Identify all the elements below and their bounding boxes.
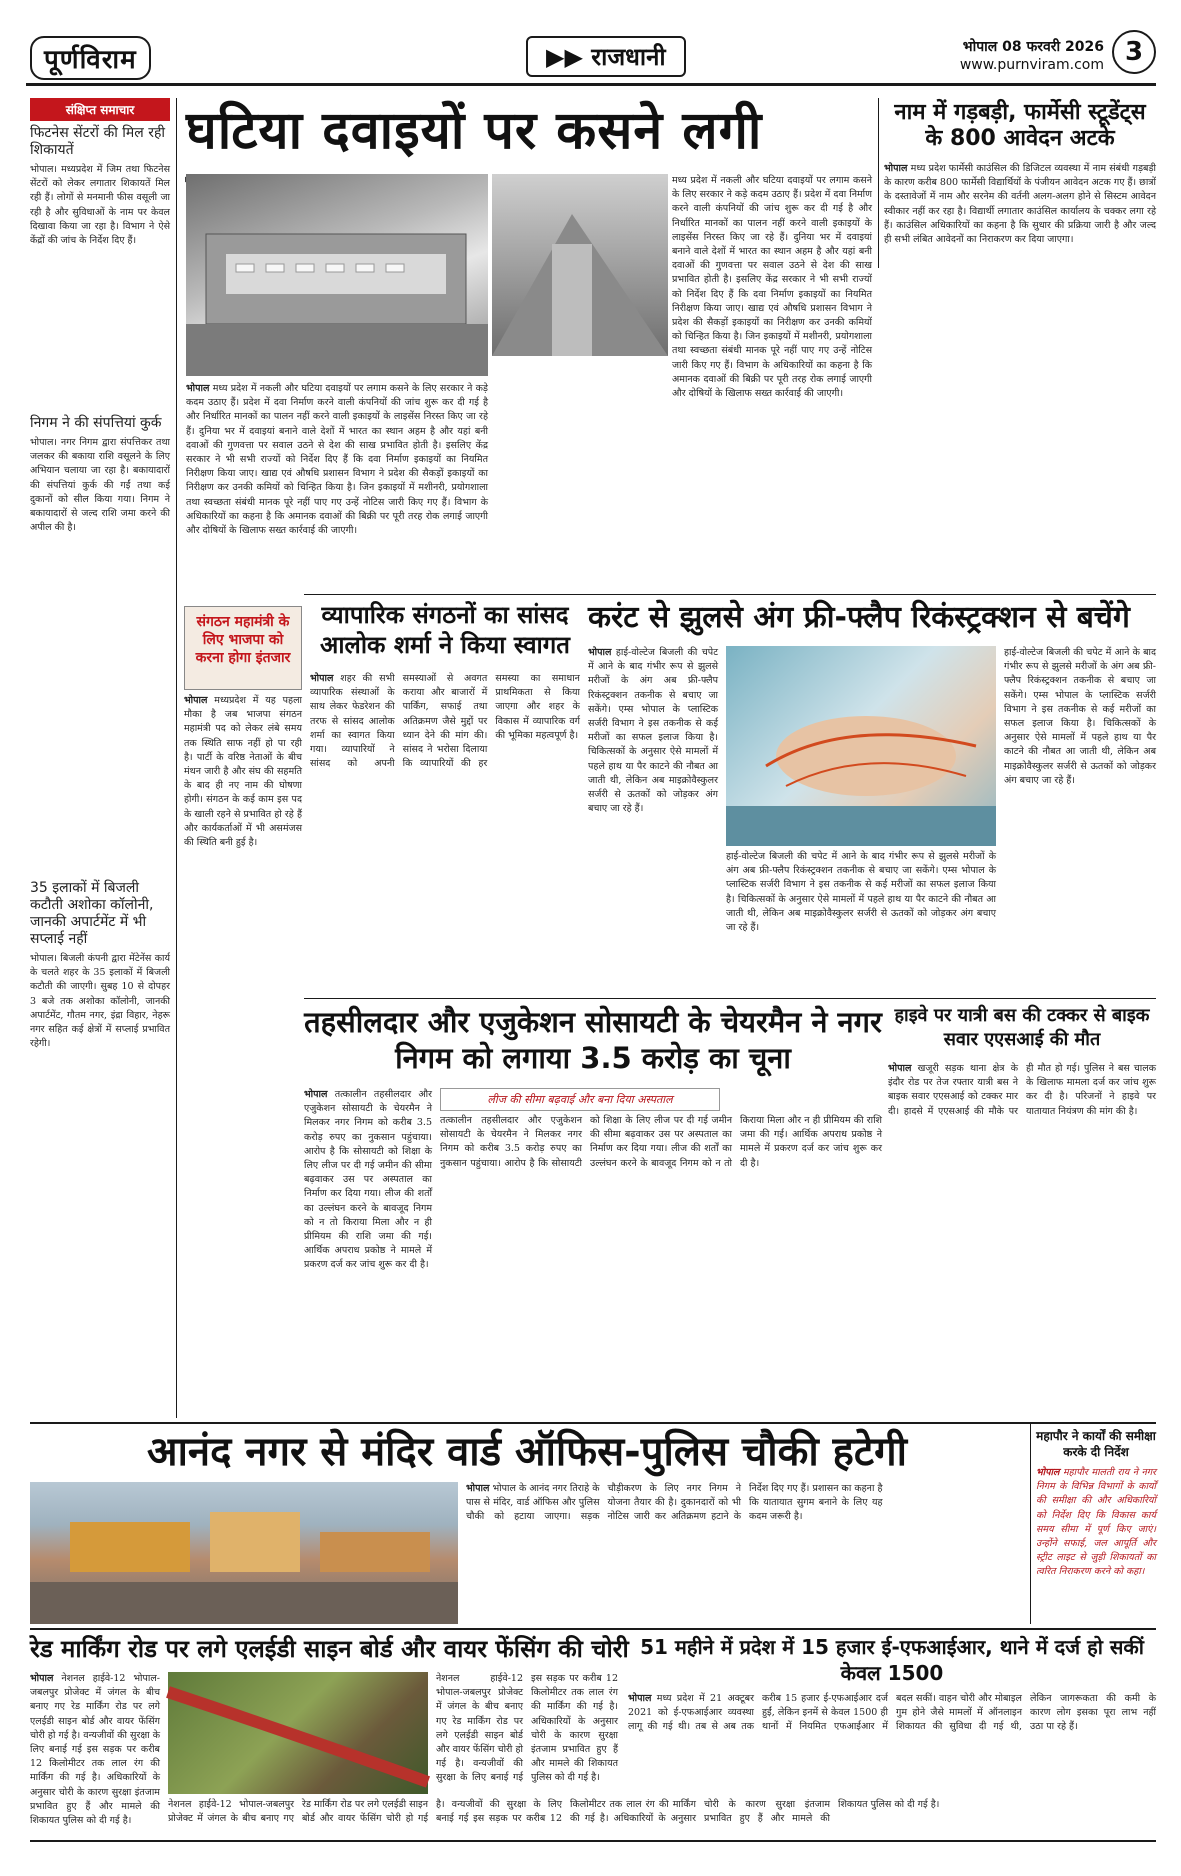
burned-hand-photo — [726, 646, 996, 846]
sangathan-body: मध्यप्रदेश में यह पहला मौका है जब भाजपा संगठन महामंत्री पद को लेकर लंबे समय तक स्थिति साफ नहीं हो पा रही है। पार्टी के वरिष्ठ नेताओं के बीच मंथन जारी है और संघ की सहमति के बाद ही नए नाम की घोषणा होगी। संगठन के कई काम इस पद के खाली रहने से प्रभावित हो रहे हैं और कार्यकर्ताओं में भी असमंजस की स्थिति बनी हुई है। — [184, 695, 302, 849]
tehsildar-article — [304, 1004, 882, 1416]
dateline-label: भोपाल — [466, 1483, 490, 1494]
brief-text: भोपाल। बिजली कंपनी द्वारा मेंटेनेंस कार्य के चलते शहर के 35 इलाकों में बिजली कटौती की जाएगी। सुबह 10 से दोपहर 3 बजे तक अशोका कॉलोनी, जानकी अपार्टमेंट, गौतम नगर, इंद्रा विहार, नेहरू नगर सहित कई क्षेत्रों में सप्लाई प्रभावित रहेगी। — [30, 953, 170, 1050]
vyapari-headline: व्यापारिक संगठनों का सांसद आलोक शर्मा ने किया स्वागत — [320, 601, 570, 659]
tehsildar-text-left — [304, 1088, 432, 1410]
brief-headline: 35 इलाकों में बिजली कटौती अशोका कॉलोनी, जानकी अपार्टमेंट में भी सप्लाई नहीं — [30, 880, 154, 947]
tehsildar-text-right — [440, 1114, 882, 1410]
lead-body: मध्य प्रदेश में नकली और घटिया दवाइयों पर लगाम कसने के लिए सरकार ने कड़े कदम उठाए हैं। प्रदेश में दवा निर्माण करने वाली कंपनियों की जांच शुरू कर दी गई है और निर्धारित मानकों का पालन नहीं करने वाली इकाइयों के लाइसेंस निरस्त किए जा रहे हैं। दुनिया भर में दवाइयां बनाने वाले देशों में भारत का स्थान अहम है और यहां बनी दवाओं की गुणवत्ता पर सवाल उठने से देश की साख प्रभावित होती है। इसलिए केंद्र सरकार ने भी सभी राज्यों को निर्देश दिए हैं कि दवा निर्माण इकाइयों का नियमित निरीक्षण किया जाए। खाद्य एवं औषधि प्रशासन विभाग ने प्रदेश की सैकड़ों इकाइयों का निरीक्षण कर उनकी कमियों को चिन्हित किया है। जिन इकाइयों में मशीनरी, प्रयोगशाला तथा स्वच्छता संबंधी मानक पूरे नहीं पाए गए उन्हें नोटिस जारी किए गए हैं। विभाग के अधिकारियों का कहना है कि अमानक दवाओं की बिक्री पर पूरी तरह रोक लगाई जाएगी और दोषियों के खिलाफ सख्त कार्रवाई की जाएगी। — [186, 383, 488, 537]
factory-photo — [492, 174, 668, 356]
tehsildar-body-continued: तत्कालीन तहसीलदार और एजुकेशन सोसायटी के चेयरमैन ने मिलकर नगर निगम को करीब 3.5 करोड़ रुपए का नुकसान पहुंचाया। आरोप है कि सोसायटी को शिक्षा के लिए लीज पर दी गई जमीन की सीमा बढ़वाकर उस पर अस्पताल का निर्माण कर दिया गया। लीज की शर्तों का उल्लंघन करने के बावजूद निगम को न तो किराया मिला और न ही प्रीमियम की राशि जमा की गई। आर्थिक अपराध प्रकोष्ठ ने मामले में प्रकरण दर्ज कर जांच शुरू कर दी है। — [440, 1115, 882, 1169]
tehsildar-body: तत्कालीन तहसीलदार और एजुकेशन सोसायटी के चेयरमैन ने मिलकर नगर निगम को करीब 3.5 करोड़ रुपए का नुकसान पहुंचाया। आरोप है कि सोसायटी को शिक्षा के लिए लीज पर दी गई जमीन की सीमा बढ़वाकर उस पर अस्पताल का निर्माण कर दिया गया। लीज की शर्तों का उल्लंघन करने के बावजूद निगम को न तो किराया मिला और न ही प्रीमियम की राशि जमा की गई। आर्थिक अपराध प्रकोष्ठ ने मामले में प्रकरण दर्ज कर जांच शुरू कर दी है। — [304, 1089, 432, 1271]
anand-article — [30, 1428, 1024, 1624]
anand-headline: आनंद नगर से मंदिर वार्ड ऑफिस-पुलिस चौकी हटेगी — [147, 1429, 907, 1475]
highway-text — [888, 1062, 1156, 1402]
sangathan-text — [184, 694, 302, 994]
efir-body: मध्य प्रदेश में 21 अक्टूबर 2021 को ई-एफआईआर व्यवस्था लागू की गई थी। तब से अब तक करीब 15 हजार ई-एफआईआर दर्ज हुईं, लेकिन इनमें से केवल 1500 ही थानों में नियमित एफआईआर में बदल सकीं। वाहन चोरी और मोबाइल गुम होने जैसे मामलों में ऑनलाइन शिकायत की सुविधा दी गई थी, लेकिन जागरूकता की कमी के कारण लोग इसका पूरा लाभ नहीं उठा पा रहे हैं। — [628, 1693, 1156, 1733]
divider — [30, 1422, 1156, 1424]
current-article — [588, 600, 1156, 994]
divider — [30, 1628, 1156, 1630]
dateline-label: भोपाल — [628, 1693, 652, 1704]
brief-headline: निगम ने की संपत्तियां कुर्क — [30, 415, 162, 431]
sangathan-box-headline: संगठन महामंत्री के लिए भाजपा को करना होगा इंतजार — [184, 606, 302, 690]
efir-headline: 51 महीने में प्रदेश में 15 हजार ई-एफआईआर, थाने में दर्ज हो सकीं केवल 1500 — [640, 1635, 1144, 1685]
pharmacy-article — [884, 100, 1156, 590]
mahapaur-text — [1036, 1466, 1156, 1616]
redmark-text-mid — [168, 1798, 940, 1838]
dateline-block — [960, 38, 1104, 74]
vyapari-text — [310, 672, 580, 962]
redmark-text-left — [30, 1672, 160, 1838]
highway-headline: हाइवे पर यात्री बस की टक्कर से बाइक सवार एएसआई की मौत — [894, 1005, 1150, 1050]
lead-headline: घटिया दवाइयों पर कसने लगी — [186, 101, 763, 161]
pharmacy-text — [884, 162, 1156, 582]
pill-machine-photo — [186, 174, 488, 376]
brand-logo: पूर्णविराम — [30, 36, 151, 80]
issue-date: भोपाल 08 फरवरी 2026 — [962, 39, 1104, 55]
brief-headline: फिटनेस सेंटरों की मिल रही शिकायतें — [30, 125, 166, 158]
tehsildar-headline: तहसीलदार और एजुकेशन सोसायटी के चेयरमैन ने नगर निगम को लगाया 3.5 करोड़ का चूना — [304, 1005, 882, 1075]
section-arrow-icon: ▶▶ — [546, 43, 583, 71]
divider — [304, 998, 1156, 999]
current-text-left — [588, 646, 718, 986]
dateline-label: भोपाल — [888, 1063, 912, 1074]
redmark-body-right: नेशनल हाईवे-12 भोपाल-जबलपुर प्रोजेक्ट में जंगल के बीच बनाए गए रेड मार्किंग रोड पर लगे एलईडी साइन बोर्ड और वायर फेंसिंग चोरी हो गई है। वन्यजीवों की सुरक्षा के लिए बनाई गई इस सड़क पर करीब 12 किलोमीटर तक लाल रंग की मार्किंग की गई है। अधिकारियों के अनुसार चोरी के कारण सुरक्षा इंतजाम प्रभावित हुए हैं और मामले की शिकायत पुलिस को दी गई है। — [436, 1673, 618, 1784]
dateline-label: भोपाल — [1036, 1467, 1060, 1478]
current-body-right: हाई-वोल्टेज बिजली की चपेट में आने के बाद गंभीर रूप से झुलसे मरीजों के अंग अब फ्री-फ्लैप रिकंस्ट्रक्शन तकनीक से बचाए जा सकेंगे। एम्स भोपाल के प्लास्टिक सर्जरी विभाग ने इस तकनीक से कई मरीजों का सफल इलाज किया है। चिकित्सकों के अनुसार ऐसे मामलों में पहले हाथ या पैर काटने की नौबत आ जाती थी, लेकिन अब माइक्रोवैस्कुलर सर्जरी से ऊतकों को जोड़कर अंग बचाए जा रहे हैं। — [1004, 647, 1156, 786]
section-name: राजधानी — [591, 43, 666, 71]
photo-art — [30, 1482, 458, 1624]
redmark-text-right — [436, 1672, 618, 1838]
current-body-continued: हाई-वोल्टेज बिजली की चपेट में आने के बाद गंभीर रूप से झुलसे मरीजों के अंग अब फ्री-फ्लैप रिकंस्ट्रक्शन तकनीक से बचाए जा सकेंगे। एम्स भोपाल के प्लास्टिक सर्जरी विभाग ने इस तकनीक से कई मरीजों का सफल इलाज किया है। चिकित्सकों के अनुसार ऐसे मामलों में पहले हाथ या पैर काटने की नौबत आ जाती थी, लेकिन अब माइक्रोवैस्कुलर सर्जरी से ऊतकों को जोड़कर अंग बचाए जा रहे हैं। — [726, 851, 996, 934]
dateline-label: भोपाल — [588, 647, 612, 658]
mahapaur-body: महापौर मालती राय ने नगर निगम के विभिन्न विभागों के कार्यों की समीक्षा की और अधिकारियों को निर्देश दिए कि विकास कार्य समय सीमा में पूर्ण किए जाएं। उन्होंने सफाई, जल आपूर्ति और स्ट्रीट लाइट से जुड़ी शिकायतों का त्वरित निराकरण करने को कहा। — [1036, 1467, 1156, 1578]
brief-text: भोपाल। नगर निगम द्वारा संपत्तिकर तथा जलकर की बकाया राशि वसूलने के लिए अभियान चलाया जा रहा है। बकायादारों की संपत्तियां कुर्क की गईं तथा कई दुकानों को सील किया गया। निगम ने बकायादारों से जल्द राशि जमा करने की अपील की है। — [30, 437, 170, 534]
photo-art — [186, 174, 488, 376]
photo-art — [168, 1672, 428, 1794]
mahapaur-headline: महापौर ने कार्यों की समीक्षा करके दी निर्देश — [1036, 1429, 1156, 1459]
vyapari-article — [310, 600, 580, 994]
divider — [176, 98, 177, 1418]
mahapaur-article — [1036, 1428, 1156, 1624]
efir-article — [628, 1634, 1156, 1840]
highway-article — [888, 1004, 1156, 1416]
current-headline: करंट से झुलसे अंग फ्री-फ्लैप रिकंस्ट्रक्शन से बचेंगे — [588, 600, 1130, 635]
dateline-label: भोपाल — [184, 695, 208, 706]
divider — [1030, 1424, 1031, 1624]
masthead — [26, 26, 1156, 86]
dateline-label: भोपाल — [884, 163, 908, 174]
brief-text: भोपाल। मध्यप्रदेश में जिम तथा फिटनेस सेंटरों को लेकर लगातार शिकायतें मिल रही हैं। लोगों से मनमानी फीस वसूली जा रही है और सुविधाओं के नाम पर केवल दिखावा किया जा रहा है। विभाग ने ऐसे केंद्रों की जांच के निर्देश दिए हैं। — [30, 164, 170, 247]
current-text-right — [1004, 646, 1156, 988]
dateline-label: भोपाल — [186, 383, 210, 394]
section-label — [526, 36, 686, 77]
sidebar-briefs — [30, 98, 170, 1372]
tehsildar-subhead: लीज की सीमा बढ़वाई और बना दिया अस्पताल — [440, 1088, 720, 1111]
redmark-body: नेशनल हाईवे-12 भोपाल-जबलपुर प्रोजेक्ट में जंगल के बीच बनाए गए रेड मार्किंग रोड पर लगे एलईडी साइन बोर्ड और वायर फेंसिंग चोरी हो गई है। वन्यजीवों की सुरक्षा के लिए बनाई गई इस सड़क पर करीब 12 किलोमीटर तक लाल रंग की मार्किंग की गई है। अधिकारियों के अनुसार चोरी के कारण सुरक्षा इंतजाम प्रभावित हुए हैं और मामले की शिकायत पुलिस को दी गई है। — [30, 1673, 160, 1827]
dateline-label: भोपाल — [304, 1089, 328, 1100]
highway-body: खजूरी सड़क थाना क्षेत्र के इंदौर रोड पर तेज रफ्तार यात्री बस ने बाइक सवार एएसआई को टक्कर मार दी। हादसे में एएसआई की मौके पर ही मौत हो गई। पुलिस ने बस चालक के खिलाफ मामला दर्ज कर जांच शुरू कर दी है। परिजनों ने हाइवे पर यातायात नियंत्रण की मांग की है। — [888, 1063, 1156, 1117]
current-text-mid — [726, 850, 996, 988]
lead-article — [186, 100, 872, 588]
current-body: हाई-वोल्टेज बिजली की चपेट में आने के बाद गंभीर रूप से झुलसे मरीजों के अंग अब फ्री-फ्लैप रिकंस्ट्रक्शन तकनीक से बचाए जा सकेंगे। एम्स भोपाल के प्लास्टिक सर्जरी विभाग ने इस तकनीक से कई मरीजों का सफल इलाज किया है। चिकित्सकों के अनुसार ऐसे मामलों में पहले हाथ या पैर काटने की नौबत आ जाती थी, लेकिन अब माइक्रोवैस्कुलर सर्जरी से ऊतकों को जोड़कर अंग बचाए जा रहे हैं। — [588, 647, 718, 815]
page-number: 3 — [1112, 30, 1156, 74]
vyapari-body: शहर की सभी व्यापारिक संस्थाओं के साथ लेकर फेडरेशन की तरफ से सांसद आलोक शर्मा का स्वागत किया गया। व्यापारियों ने सांसद को अपनी समस्याओं से अवगत कराया और बाजारों में पार्किंग, सफाई तथा अतिक्रमण जैसे मुद्दों पर ध्यान देने की मांग की। सांसद ने भरोसा दिलाया कि व्यापारियों की हर समस्या का समाधान प्राथमिकता से किया जाएगा और शहर के विकास में व्यापारिक वर्ग की भूमिका महत्वपूर्ण है। — [310, 673, 580, 770]
anand-nagar-photo — [30, 1482, 458, 1624]
redmark-body-mid: नेशनल हाईवे-12 भोपाल-जबलपुर प्रोजेक्ट में जंगल के बीच बनाए गए रेड मार्किंग रोड पर लगे एलईडी साइन बोर्ड और वायर फेंसिंग चोरी हो गई है। वन्यजीवों की सुरक्षा के लिए बनाई गई इस सड़क पर करीब 12 किलोमीटर तक लाल रंग की मार्किंग की गई है। अधिकारियों के अनुसार चोरी के कारण सुरक्षा इंतजाम प्रभावित हुए हैं और मामले की शिकायत पुलिस को दी गई है। — [168, 1799, 940, 1825]
anand-body: भोपाल के आनंद नगर तिराहे के पास से मंदिर, वार्ड ऑफिस और पुलिस चौकी को हटाया जाएगा। सड़क चौड़ीकरण के लिए नगर निगम ने योजना तैयार की है। दुकानदारों को भी नोटिस जारी कर अतिक्रमण हटाने के निर्देश दिए गए हैं। प्रशासन का कहना है कि यातायात सुगम बनाने के लिए यह कदम जरूरी है। — [466, 1483, 883, 1523]
dateline-label: भोपाल — [30, 1673, 54, 1684]
divider — [30, 1840, 1156, 1842]
photo-art — [726, 646, 996, 846]
sidebar-tag: संक्षिप्त समाचार — [30, 98, 170, 121]
dateline-label: भोपाल — [310, 673, 334, 684]
pharmacy-headline: नाम में गड़बड़ी, फार्मेसी स्टूडेंट्स के 800 आवेदन अटके — [894, 100, 1146, 151]
divider — [878, 98, 879, 268]
lead-dateline — [186, 382, 488, 582]
lead-body-col — [672, 174, 872, 582]
pharmacy-body: मध्य प्रदेश फार्मेसी काउंसिल की डिजिटल व्यवस्था में नाम संबंधी गड़बड़ी के कारण करीब 800 फार्मेसी विद्यार्थियों के पंजीयन आवेदन अटक गए हैं। छात्रों के दस्तावेजों में नाम और सरनेम की वर्तनी अलग-अलग होने से सिस्टम आवेदन स्वीकार नहीं कर रहा है। विद्यार्थी लगातार काउंसिल कार्यालय के चक्कर लगा रहे हैं। काउंसिल अधिकारियों का कहना है कि सुधार की प्रक्रिया जारी है और जल्द ही सभी लंबित आवेदनों का निराकरण कर दिया जाएगा। — [884, 163, 1156, 246]
site-url: www.purnviram.com — [959, 57, 1104, 73]
redmark-headline: रेड मार्किंग रोड पर लगे एलईडी साइन बोर्ड और वायर फेंसिंग की चोरी — [30, 1635, 629, 1663]
red-road-aerial-photo — [168, 1672, 428, 1794]
photo-art — [492, 174, 668, 356]
lead-body-continued: मध्य प्रदेश में नकली और घटिया दवाइयों पर लगाम कसने के लिए सरकार ने कड़े कदम उठाए हैं। प्रदेश में दवा निर्माण करने वाली कंपनियों की जांच शुरू कर दी गई है और निर्धारित मानकों का पालन नहीं करने वाली इकाइयों के लाइसेंस निरस्त किए जा रहे हैं। दुनिया भर में दवाइयां बनाने वाले देशों में भारत का स्थान अहम है और यहां बनी दवाओं की गुणवत्ता पर सवाल उठने से देश की साख प्रभावित होती है। इसलिए केंद्र सरकार ने भी सभी राज्यों को निर्देश दिए हैं कि दवा निर्माण इकाइयों का नियमित निरीक्षण किया जाए। खाद्य एवं औषधि प्रशासन विभाग ने प्रदेश की सैकड़ों इकाइयों का निरीक्षण कर उनकी कमियों को चिन्हित किया है। जिन इकाइयों में मशीनरी, प्रयोगशाला तथा स्वच्छता संबंधी मानक पूरे नहीं पाए गए उन्हें नोटिस जारी किए गए हैं। विभाग के अधिकारियों का कहना है कि अमानक दवाओं की बिक्री पर पूरी तरह रोक लगाई जाएगी और दोषियों के खिलाफ सख्त कार्रवाई की जाएगी। — [672, 175, 872, 400]
divider — [304, 594, 1156, 595]
anand-text — [466, 1482, 1024, 1624]
efir-text — [628, 1692, 1156, 1838]
